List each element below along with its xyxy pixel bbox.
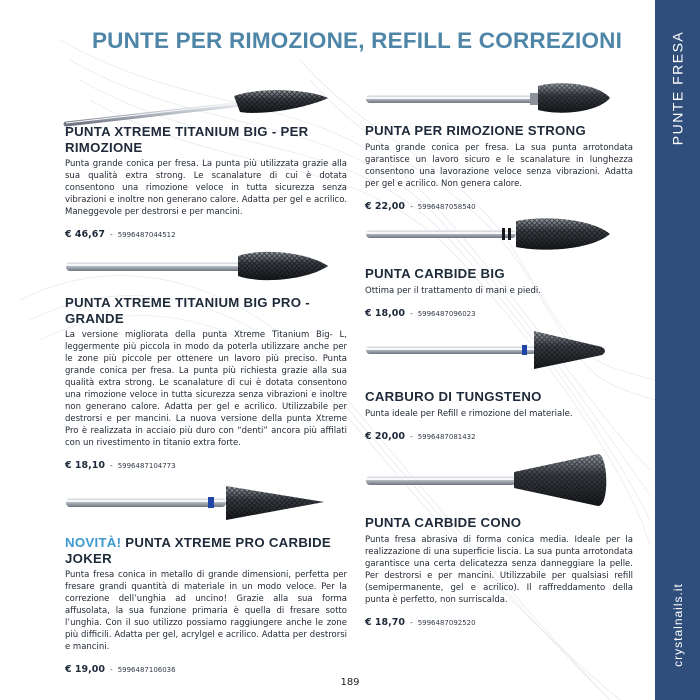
bit-image-carbide-big xyxy=(362,213,612,255)
product-carbide-big xyxy=(365,266,633,320)
product-price: € 46,67 xyxy=(65,229,105,240)
price-separator: - xyxy=(410,309,413,318)
product-title: CARBURO DI TUNGSTENO xyxy=(365,389,542,404)
price-separator: - xyxy=(410,202,413,211)
bit-image-tungsteno xyxy=(362,325,612,375)
page-number: 189 xyxy=(340,677,360,688)
product-code: 5996487081432 xyxy=(417,432,476,441)
product-description: Punta grande conica per fresa. La sua punta arrotondata garantisce un lavoro sicuro e le scanalature in lunghezza consentono una lavorazione veloce senza vibrazioni. Adatta per gel e acrilico. Non genera calore. xyxy=(365,142,633,189)
product-xtreme-big xyxy=(65,124,347,241)
sidebar-band xyxy=(655,0,700,700)
product-strong xyxy=(365,123,633,213)
price-separator: - xyxy=(110,231,113,239)
product-description: Punta ideale per Refill e rimozione del materiale. xyxy=(365,408,573,419)
product-price: € 18,00 xyxy=(365,307,405,319)
bit-image-joker xyxy=(62,478,332,528)
product-code: 5996487058540 xyxy=(417,202,476,211)
price-separator: - xyxy=(110,462,113,470)
product-carbide-cono xyxy=(365,515,633,629)
product-code: 5996487044512 xyxy=(117,231,176,239)
product-title: PUNTA PER RIMOZIONE STRONG xyxy=(365,123,587,138)
product-description: Ottima per il trattamento di mani e piedi. xyxy=(365,285,541,296)
product-price-line xyxy=(365,194,633,213)
product-price: € 20,00 xyxy=(365,430,405,442)
product-price-line xyxy=(365,610,633,629)
product-title xyxy=(65,535,347,566)
product-price-line xyxy=(365,424,633,443)
price-separator: - xyxy=(410,618,413,627)
website-label: crystalnails.it xyxy=(670,583,685,667)
product-price-line xyxy=(65,222,347,241)
product-price-line xyxy=(65,657,347,676)
product-title: PUNTA XTREME TITANIUM BIG - PER RIMOZIONE xyxy=(65,124,309,155)
price-separator: - xyxy=(410,432,413,441)
bit-image-xtreme-big xyxy=(62,82,332,128)
product-price-line xyxy=(365,301,633,320)
product-title-text: PUNTA XTREME PRO CARBIDE JOKER xyxy=(65,535,332,566)
product-xtreme-big-pro xyxy=(65,295,347,472)
product-price: € 22,00 xyxy=(365,200,405,212)
product-description: Punta fresa abrasiva di forma conica media. Ideale per la realizzazione di una superficie liscia. La sua punta arrotondata garantisce una certa delicatezza senza danneggiare la pelle. Per destrorsi e per mancini. Utilizzabile per qualsiasi refill (semipermanente, gel e acrilico). Il raffreddamento della punta è perfetto, non surriscalda. xyxy=(365,534,633,605)
bit-image-carbide-cono xyxy=(362,452,612,508)
product-description: Punta fresa conica in metallo di grande dimensioni, perfetta per fresare grandi quantità di materiale in un modo veloce. Per la correzione dell’unghia ad uncino! Grazie alla sua forma affusolata, la sua funzione primaria è quella di fresare sotto l’unghia. Con il suo utilizzo possiamo raggiungere anche le zone più difficili. Adatta per gel, acrylgel e acrilico. Adatta per destrorsi e mancini. xyxy=(65,570,347,652)
product-tungsteno xyxy=(365,389,633,443)
product-title: PUNTA CARBIDE BIG xyxy=(365,266,505,281)
product-price: € 18,10 xyxy=(65,460,105,471)
bit-image-xtreme-big-pro xyxy=(62,246,332,286)
product-price: € 18,70 xyxy=(365,616,405,628)
product-code: 5996487096023 xyxy=(417,309,476,318)
bit-image-strong xyxy=(362,78,612,118)
product-title: PUNTA CARBIDE CONO xyxy=(365,515,522,530)
product-code: 5996487092520 xyxy=(417,618,476,627)
novita-badge: NOVITÀ! xyxy=(65,535,122,550)
product-joker xyxy=(65,535,347,676)
product-title: PUNTA XTREME TITANIUM BIG PRO - GRANDE xyxy=(65,295,310,326)
section-label: PUNTE FRESA xyxy=(669,30,686,146)
product-price-line xyxy=(65,453,347,472)
product-code: 5996487104773 xyxy=(117,462,176,470)
product-description: La versione migliorata della punta Xtreme Titanium Big- L, leggermente più piccola in modo da poterla utilizzare anche per le zone più piccole per ottenere un lavoro più preciso. Punta grande conica per fresa. La punta più richiesta grazie alla sua qualità extra strong. Le scanalature di cui è dotata consentono una rimozione veloce in tutta sicurezza senza vibrazioni e inoltre non generano calore. Adatta per gel e acrilico. Utilizzabile per destrorsi e per mancini. La nuova versione della punta Xtreme Pro è realizzata in acciaio più duro con “denti” ancora più affilati con un rivestimento in titanio extra forte. xyxy=(65,330,347,448)
product-description: Punta grande conica per fresa. La punta più utilizzata grazie alla sua qualità extra strong. Le scanalature di cui è dotata consentono una rimozione veloce in tutta sicurezza senza vibrazioni e inoltre non generano calore. Adatta per gel e acrilico. Maneggevole per destrorsi e per mancini. xyxy=(65,159,347,217)
product-code: 5996487106036 xyxy=(117,666,176,674)
page-title: PUNTE PER RIMOZIONE, REFILL E CORREZIONI xyxy=(91,28,623,53)
price-separator: - xyxy=(110,666,113,674)
product-price: € 19,00 xyxy=(65,664,105,675)
